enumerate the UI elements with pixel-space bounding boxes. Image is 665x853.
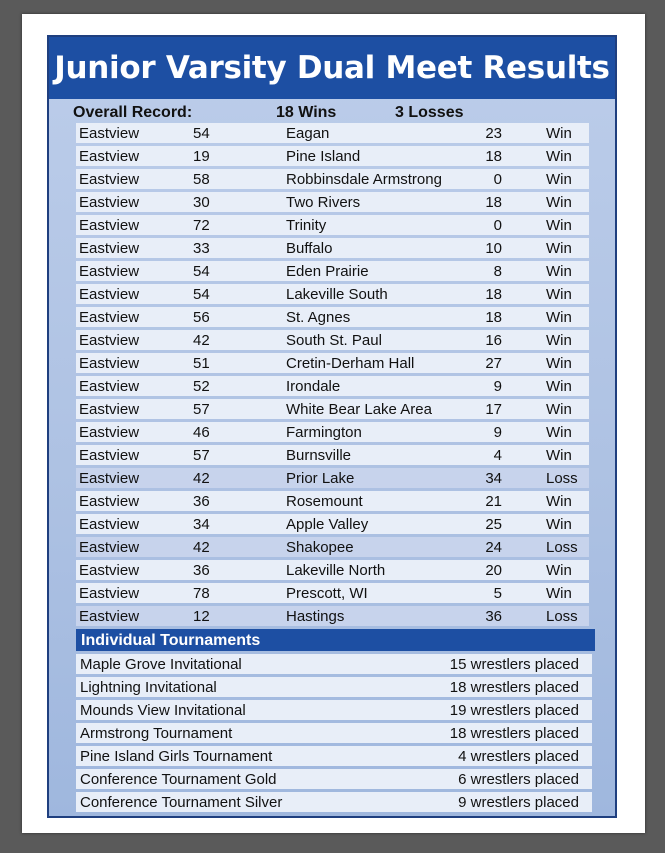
tournament-list: [76, 654, 592, 815]
meet-result: Win: [546, 493, 572, 510]
team-name: Eastview: [79, 608, 140, 625]
opponent-score: 18: [485, 148, 502, 165]
opponent-score: 18: [485, 194, 502, 211]
team-name: Eastview: [79, 401, 140, 418]
meet-row: [76, 445, 589, 465]
record-wins: 18 Wins: [276, 104, 337, 121]
team-score: 42: [193, 332, 210, 349]
opponent-score: 23: [485, 125, 502, 142]
opponent-score: 0: [493, 217, 502, 234]
wrestlers-placed: 18 wrestlers placed: [449, 725, 579, 742]
opponent-score: 18: [485, 286, 502, 303]
opponent-score: 9: [493, 424, 502, 441]
team-score: 12: [193, 608, 210, 625]
page-title: Junior Varsity Dual Meet Results: [49, 37, 615, 99]
tournaments-heading: [76, 629, 595, 651]
meet-row: [76, 560, 589, 580]
opponent-score: 27: [485, 355, 502, 372]
opponent-name: Rosemount: [286, 493, 363, 510]
team-score: 57: [193, 447, 210, 464]
meet-result: Win: [546, 194, 572, 211]
team-score: 36: [193, 562, 210, 579]
wrestlers-placed: 9 wrestlers placed: [458, 794, 579, 811]
tournament-row: [76, 792, 592, 812]
tournament-row: [76, 700, 592, 720]
meet-result: Loss: [546, 608, 578, 625]
team-name: Eastview: [79, 217, 140, 234]
tournament-name: Armstrong Tournament: [80, 725, 233, 742]
opponent-score: 20: [485, 562, 502, 579]
team-score: 33: [193, 240, 210, 257]
tournament-name: Maple Grove Invitational: [80, 656, 242, 673]
opponent-name: Two Rivers: [286, 194, 361, 211]
meet-result: Win: [546, 125, 572, 142]
opponent-name: Trinity: [286, 217, 327, 234]
tournament-name: Conference Tournament Gold: [80, 771, 277, 788]
team-score: 46: [193, 424, 210, 441]
meet-row: [76, 491, 589, 511]
opponent-score: 0: [493, 171, 502, 188]
opponent-name: St. Agnes: [286, 309, 351, 326]
meet-result: Win: [546, 585, 572, 602]
meet-result: Win: [546, 217, 572, 234]
tournament-row: [76, 677, 592, 697]
meet-row: [76, 376, 589, 396]
opponent-score: 17: [485, 401, 502, 418]
opponent-name: Prescott, WI: [286, 585, 368, 602]
tournament-name: Conference Tournament Silver: [80, 794, 283, 811]
tournament-row: [76, 723, 592, 743]
meet-result: Win: [546, 447, 572, 464]
opponent-name: Robbinsdale Armstrong: [286, 171, 442, 188]
record-label: Overall Record:: [73, 104, 193, 121]
opponent-name: Lakeville North: [286, 562, 386, 579]
opponent-score: 16: [485, 332, 502, 349]
tournament-name: Mounds View Invitational: [80, 702, 246, 719]
tournament-row: [76, 746, 592, 766]
meet-result: Win: [546, 148, 572, 165]
opponent-name: Eden Prairie: [286, 263, 369, 280]
opponent-name: White Bear Lake Area: [286, 401, 432, 418]
meet-result: Win: [546, 424, 572, 441]
meet-result: Win: [546, 286, 572, 303]
team-name: Eastview: [79, 585, 140, 602]
meet-result: Win: [546, 309, 572, 326]
team-name: Eastview: [79, 516, 140, 533]
team-name: Eastview: [79, 378, 140, 395]
team-name: Eastview: [79, 148, 140, 165]
team-score: 34: [193, 516, 210, 533]
team-score: 54: [193, 263, 210, 280]
meet-result: Win: [546, 240, 572, 257]
opponent-score: 24: [485, 539, 502, 556]
opponent-name: Cretin-Derham Hall: [286, 355, 415, 372]
meet-result: Win: [546, 401, 572, 418]
overall-record: [73, 101, 593, 123]
team-name: Eastview: [79, 470, 140, 487]
team-score: 52: [193, 378, 210, 395]
opponent-score: 10: [485, 240, 502, 257]
meet-result: Win: [546, 516, 572, 533]
team-name: Eastview: [79, 424, 140, 441]
opponent-score: 4: [493, 447, 502, 464]
meet-row: [76, 399, 589, 419]
tournament-name: Pine Island Girls Tournament: [80, 748, 273, 765]
wrestlers-placed: 18 wrestlers placed: [449, 679, 579, 696]
team-name: Eastview: [79, 309, 140, 326]
opponent-name: Farmington: [286, 424, 362, 441]
team-name: Eastview: [79, 493, 140, 510]
tournament-row: [76, 654, 592, 674]
meet-result: Loss: [546, 539, 578, 556]
opponent-name: South St. Paul: [286, 332, 382, 349]
wrestlers-placed: 19 wrestlers placed: [449, 702, 579, 719]
dual-meet-list: [76, 123, 589, 629]
opponent-name: Burnsville: [286, 447, 352, 464]
opponent-score: 5: [493, 585, 502, 602]
meet-row: [76, 537, 589, 557]
opponent-score: 36: [485, 608, 502, 625]
meet-row: [76, 583, 589, 603]
meet-result: Win: [546, 263, 572, 280]
opponent-name: Hastings: [286, 608, 345, 625]
team-score: 58: [193, 171, 210, 188]
meet-row: [76, 468, 589, 488]
team-score: 54: [193, 125, 210, 142]
meet-result: Win: [546, 332, 572, 349]
meet-row: [76, 146, 589, 166]
team-name: Eastview: [79, 194, 140, 211]
meet-result: Win: [546, 378, 572, 395]
team-score: 19: [193, 148, 210, 165]
team-score: 72: [193, 217, 210, 234]
opponent-name: Eagan: [286, 125, 330, 142]
team-name: Eastview: [79, 355, 140, 372]
opponent-name: Prior Lake: [286, 470, 355, 487]
wrestlers-placed: 6 wrestlers placed: [458, 771, 579, 788]
opponent-score: 8: [493, 263, 502, 280]
meet-result: Loss: [546, 470, 578, 487]
meet-row: [76, 307, 589, 327]
team-name: Eastview: [79, 171, 140, 188]
opponent-score: 34: [485, 470, 502, 487]
team-name: Eastview: [79, 539, 140, 556]
team-score: 42: [193, 470, 210, 487]
team-score: 36: [193, 493, 210, 510]
meet-row: [76, 215, 589, 235]
opponent-name: Buffalo: [286, 240, 333, 257]
meet-row: [76, 169, 589, 189]
tournaments-heading-label: Individual Tournaments: [81, 632, 261, 649]
opponent-name: Lakeville South: [286, 286, 388, 303]
team-score: 78: [193, 585, 210, 602]
wrestlers-placed: 15 wrestlers placed: [449, 656, 579, 673]
opponent-score: 18: [485, 309, 502, 326]
meet-row: [76, 238, 589, 258]
team-score: 42: [193, 539, 210, 556]
tournament-row: [76, 769, 592, 789]
team-name: Eastview: [79, 332, 140, 349]
opponent-name: Irondale: [286, 378, 341, 395]
team-name: Eastview: [79, 263, 140, 280]
team-score: 56: [193, 309, 210, 326]
meet-row: [76, 353, 589, 373]
meet-row: [76, 261, 589, 281]
team-score: 51: [193, 355, 210, 372]
opponent-score: 25: [485, 516, 502, 533]
team-name: Eastview: [79, 240, 140, 257]
opponent-score: 21: [485, 493, 502, 510]
meet-row: [76, 330, 589, 350]
wrestlers-placed: 4 wrestlers placed: [458, 748, 579, 765]
meet-row: [76, 192, 589, 212]
opponent-name: Apple Valley: [286, 516, 369, 533]
team-name: Eastview: [79, 447, 140, 464]
tournament-name: Lightning Invitational: [80, 679, 217, 696]
team-score: 54: [193, 286, 210, 303]
opponent-score: 9: [493, 378, 502, 395]
record-losses: 3 Losses: [395, 104, 464, 121]
team-name: Eastview: [79, 286, 140, 303]
meet-result: Win: [546, 562, 572, 579]
meet-result: Win: [546, 355, 572, 372]
meet-row: [76, 284, 589, 304]
meet-result: Win: [546, 171, 572, 188]
results-card: [47, 35, 617, 818]
meet-row: [76, 606, 589, 626]
team-name: Eastview: [79, 562, 140, 579]
team-name: Eastview: [79, 125, 140, 142]
team-score: 30: [193, 194, 210, 211]
meet-row: [76, 514, 589, 534]
opponent-name: Shakopee: [286, 539, 354, 556]
opponent-name: Pine Island: [286, 148, 361, 165]
meet-row: [76, 123, 589, 143]
team-score: 57: [193, 401, 210, 418]
meet-row: [76, 422, 589, 442]
